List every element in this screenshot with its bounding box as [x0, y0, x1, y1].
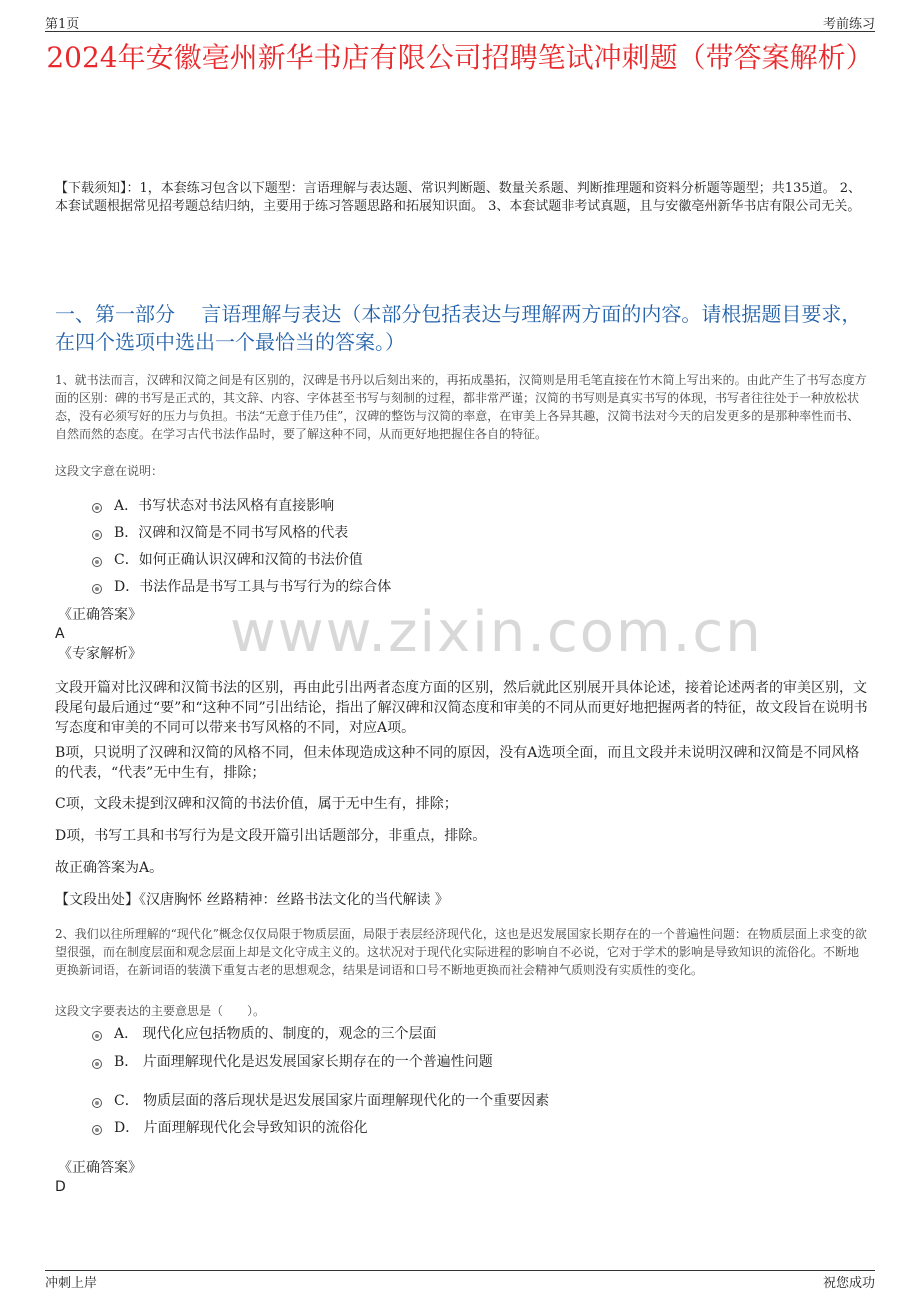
radio-icon[interactable]: [92, 557, 102, 567]
question-2-text: 2、我们以往所理解的“现代化”概念仅仅局限于物质层面，局限于表层经济现代化，这也是迟发展国家长期存在的一个普遍性问题：在物质层面上求变的欲望很强，而在制度层面和观念层面上却是文化守成主义的。这状况对于现代化实际进程的影响自不必说，它对于学术的影响是导致知识的流俗化。不断地更换新词语，在新词语的装潢下重复古老的思想观念，结果是词语和口号不断地更换而社会精神气质则没有实质性的变化。: [55, 927, 867, 977]
q1-option-d-label: D．书法作品是书写工具与书写行为的综合体: [114, 579, 392, 595]
q1-option-c-label: C．如何正确认识汉碑和汉简的书法价值: [114, 552, 363, 568]
q1-answer-label: 《正确答案》: [58, 607, 142, 623]
document-title: 2024年安徽亳州新华书店有限公司招聘笔试冲刺题（带答案解析）: [46, 41, 874, 74]
footer-right: 祝您成功: [822, 1276, 875, 1291]
q1-analysis-label: 《专家解析》: [58, 646, 142, 662]
q1-analysis-paragraph: 故正确答案为A。: [55, 860, 164, 876]
download-notice: 【下载须知】：1，本套练习包含以下题型：言语理解与表达题、常识判断题、数量关系题、判断推理题和资料分析题等题型；共135道。 2、本套试题根据常见招考题总结归纳，主要用于练习答题思路和拓展知识面。 3、本套试题非考试真题，且与安徽亳州新华书店有限公司无关。: [55, 181, 861, 214]
question-1-text: 1、就书法而言，汉碑和汉简之间是有区别的，汉碑是书丹以后刻出来的，再拓成墨拓，汉简则是用毛笔直接在竹木简上写出来的。由此产生了书写态度方面的区别：碑的书写是正式的，其文辞、内容、字体甚至书写与刻制的过程，都非常严谨；汉简的书写则是真实书写的体现，书写者往往处于一种放松状态，没有必须写好的压力与负担。书法“无意于佳乃佳”，汉碑的整饬与汉简的率意，在审美上各异其趣，汉简书法对今天的启发更多的是那种率性而书、自然而然的态度。在学习古代书法作品时，要了解这种不同，从而更好地把握住各自的特征。: [55, 373, 867, 441]
header-label: 考前练习: [822, 17, 875, 32]
q1-analysis-paragraph: 文段开篇对比汉碑和汉简书法的区别，再由此引出两者态度方面的区别，然后就此区别展开具体论述，接着论述两者的审美区别，文段尾句最后通过“要”和“这种不同”引出结论，指出了解汉碑和汉简态度和审美的不同从而更好地把握两者的特征，故文段旨在说明书写态度和审美的不同可以带来书写风格的不同，对应A项。: [55, 680, 868, 736]
q2-option-a[interactable]: [92, 1024, 437, 1044]
q1-option-b[interactable]: [92, 523, 348, 543]
footer-left: 冲刺上岸: [45, 1276, 98, 1291]
q1-option-b-label: B．汉碑和汉简是不同书写风格的代表: [114, 525, 349, 541]
q1-analysis-paragraph: D项，书写工具和书写行为是文段开篇引出话题部分，非重点，排除。: [55, 828, 487, 844]
q2-option-b[interactable]: [92, 1052, 493, 1072]
radio-icon[interactable]: [92, 1059, 102, 1069]
radio-icon[interactable]: [92, 1031, 102, 1041]
q2-option-d[interactable]: [92, 1118, 368, 1138]
watermark: www.zixin.com.cn: [230, 600, 763, 665]
section-heading: 一、第一部分 言语理解与表达（本部分包括表达与理解两方面的内容。请根据题目要求，在四个选项中选出一个最恰当的答案。）: [55, 302, 862, 354]
radio-icon[interactable]: [92, 503, 102, 513]
q2-option-d-label: D． 片面理解现代化会导致知识的流俗化: [114, 1120, 368, 1136]
q1-source: 【文段出处】《汉唐胸怀 丝路精神：丝路书法文化的当代解读 》: [55, 892, 449, 908]
q1-answer: A: [55, 626, 65, 642]
question-1-prompt: 这段文字意在说明：: [55, 464, 164, 478]
q2-answer-label: 《正确答案》: [58, 1160, 142, 1176]
q1-option-c[interactable]: [92, 550, 363, 570]
q2-option-c[interactable]: [92, 1091, 549, 1111]
radio-icon[interactable]: [92, 1098, 102, 1108]
q2-option-c-label: C． 物质层面的落后现状是迟发展国家片面理解现代化的一个重要因素: [114, 1093, 550, 1109]
q2-option-b-label: B． 片面理解现代化是迟发展国家长期存在的一个普遍性问题: [114, 1054, 493, 1070]
q1-analysis-paragraph: C项，文段未提到汉碑和汉简的书法价值，属于无中生有，排除；: [55, 796, 458, 812]
header-divider: [45, 31, 875, 32]
q2-option-a-label: A． 现代化应包括物质的、制度的，观念的三个层面: [114, 1026, 437, 1042]
radio-icon[interactable]: [92, 1125, 102, 1135]
radio-icon[interactable]: [92, 584, 102, 594]
q1-option-d[interactable]: [92, 577, 391, 597]
q2-answer: D: [55, 1179, 66, 1195]
q1-option-a-label: A．书写状态对书法风格有直接影响: [114, 498, 335, 514]
page-number: 第1页: [45, 17, 80, 32]
radio-icon[interactable]: [92, 530, 102, 540]
q1-analysis-paragraph: B项，只说明了汉碑和汉简的风格不同，但未体现造成这种不同的原因，没有A选项全面，而且文段并未说明汉碑和汉简是不同风格的代表，“代表”无中生有，排除；: [55, 745, 860, 781]
footer-divider: [45, 1270, 875, 1271]
q1-option-a[interactable]: [92, 496, 334, 516]
question-2-prompt: 这段文字要表达的主要意思是（ ）。: [55, 1004, 266, 1018]
